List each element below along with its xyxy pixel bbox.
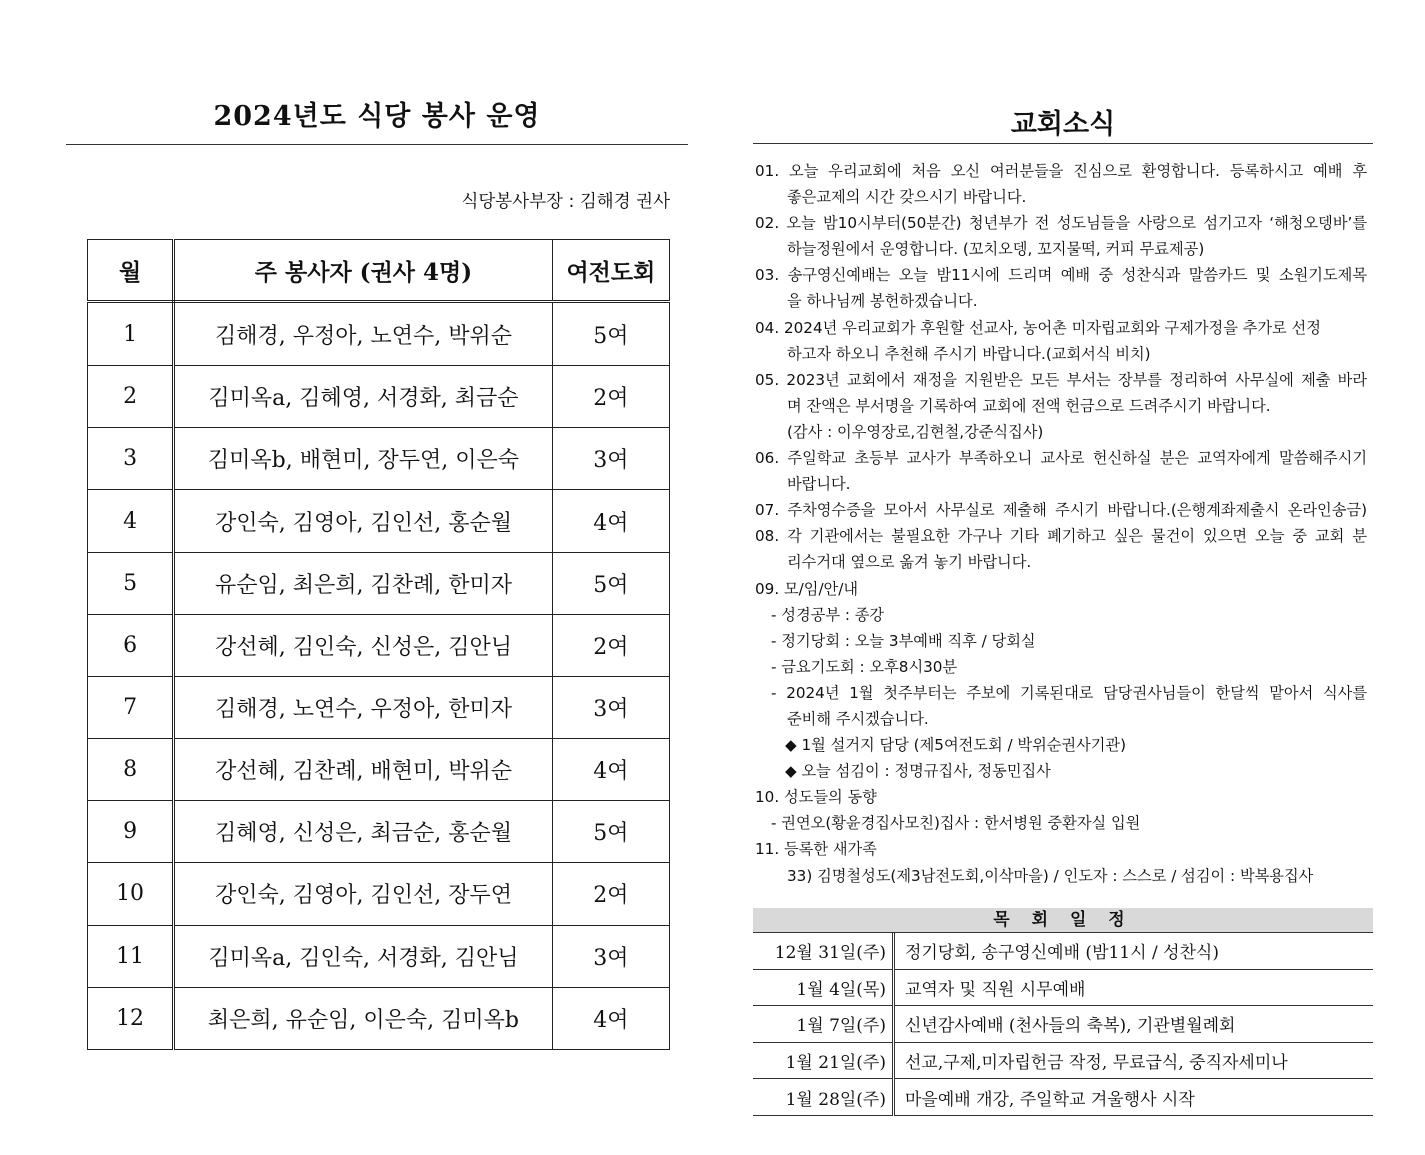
notice-line: 10. 성도들의 동향 [755, 788, 877, 807]
page-title: 2024년도 식당 봉사 운영 [213, 101, 541, 132]
news-title: 교회소식 [1010, 109, 1116, 140]
notice-line: 05. 2023년 교회에서 재정을 지원받은 모든 부서는 장부를 정리하여 사무실에 제출 바라 [755, 370, 1367, 389]
schedule-date: 1월 7일(주) [753, 1006, 894, 1043]
notice-line: 11. 등록한 새가족 [755, 840, 877, 859]
month-cell: 1 [88, 302, 174, 366]
servers-cell: 김혜영, 신성은, 최금순, 홍순월 [174, 801, 553, 863]
notice-line: 09. 모/임/안/내 [755, 579, 859, 598]
table-row [88, 676, 670, 738]
notice-line: 06. 주일학교 초등부 교사가 부족하오니 교사로 헌신하실 분은 교역자에게 말씀해주시기 [755, 449, 1367, 468]
group-cell: 2여 [552, 366, 669, 428]
notice-line: 03. 송구영신예배는 오늘 밤11시에 드리며 예배 중 성찬식과 말씀카드 및 소원기도제목 [755, 266, 1367, 285]
schedule-heading: 목 회 일 정 [753, 908, 1373, 933]
table-row [88, 428, 670, 490]
group-cell: 4여 [552, 987, 669, 1049]
schedule-event: 교역자 및 직원 시무예배 [894, 969, 1374, 1006]
table-row [88, 987, 670, 1049]
header-servers: 주 봉사자 (권사 4명) [174, 240, 553, 302]
month-cell: 5 [88, 552, 174, 614]
month-cell: 7 [88, 676, 174, 738]
servers-cell: 김해경, 우정아, 노연수, 박위순 [174, 302, 553, 366]
notice-line: 바랍니다. [787, 475, 851, 494]
table-row [88, 552, 670, 614]
servers-cell: 강인숙, 김영아, 김인선, 홍순월 [174, 490, 553, 552]
notice-line: - 2024년 1월 첫주부터는 주보에 기록된대로 담당권사님들이 한달씩 맡아서 식사를 [771, 683, 1367, 702]
servers-cell: 김미옥a, 김혜영, 서경화, 최금순 [174, 366, 553, 428]
title-divider [66, 144, 688, 145]
church-news [755, 158, 1367, 889]
notice-line: 04. 2024년 우리교회가 후원할 선교사, 농어촌 미자립교회와 구제가정을 추가로 선정 [755, 318, 1321, 337]
notice-line: 하늘정원에서 운영합니다. (꼬치오뎅, 꼬지물떡, 커피 무료제공) [787, 240, 1205, 259]
month-cell: 4 [88, 490, 174, 552]
schedule-event: 신년감사예배 (천사들의 축복), 기관별월례회 [894, 1006, 1374, 1043]
schedule-date: 1월 4일(목) [753, 969, 894, 1006]
notice-line: - 금요기도회 : 오후8시30분 [771, 657, 958, 676]
month-cell: 2 [88, 366, 174, 428]
header-women-group: 여전도회 [552, 240, 669, 302]
group-cell: 5여 [552, 552, 669, 614]
notice-line: 좋은교제의 시간 갖으시기 바랍니다. [787, 188, 1027, 207]
notice-line: 01. 오늘 우리교회에 처음 오신 여러분들을 진심으로 환영합니다. 등록하시고 예배 후 [755, 162, 1367, 180]
notice-line: ◆ 오늘 섬김이 : 정명규집사, 정동민집사 [785, 762, 1051, 781]
group-cell: 5여 [552, 801, 669, 863]
header-month: 월 [88, 240, 174, 302]
table-row [88, 925, 670, 987]
group-cell: 3여 [552, 428, 669, 490]
notice-line: ◆ 1월 설거지 담당 (제5여전도회 / 박위순권사기관) [785, 736, 1127, 755]
month-cell: 8 [88, 739, 174, 801]
notice-line: 을 하나님께 봉헌하겠습니다. [787, 292, 978, 311]
servers-cell: 강선혜, 김인숙, 신성은, 김안님 [174, 614, 553, 676]
table-row [753, 933, 1373, 970]
schedule-event: 마을예배 개강, 주일학교 겨울행사 시작 [894, 1079, 1374, 1116]
table-row [753, 969, 1373, 1006]
notice-line: 리수거대 옆으로 옮겨 놓기 바랍니다. [787, 553, 1032, 572]
schedule-date: 12월 31일(주) [753, 933, 894, 970]
notice-line: (감사 : 이우영장로,김현철,강준식집사) [787, 422, 1044, 441]
notice-line: 07. 주차영수증을 모아서 사무실로 제출해 주시기 바랍니다.(은행계좌제출시 온라인송금) [755, 501, 1367, 520]
servers-cell: 유순임, 최은희, 김찬례, 한미자 [174, 552, 553, 614]
schedule-event: 선교,구제,미자립헌금 작정, 무료급식, 중직자세미나 [894, 1042, 1374, 1079]
title-divider [753, 143, 1373, 144]
notice-line: 며 잔액은 부서명을 기록하여 교회에 전액 헌금으로 드려주시기 바랍니다. [787, 396, 1271, 415]
notice-line: - 성경공부 : 종강 [771, 605, 885, 624]
servers-cell: 최은희, 유순임, 이은숙, 김미옥b [174, 987, 553, 1049]
notice-line: - 권연오(황윤경집사모친)집사 : 한서병원 중환자실 입원 [771, 814, 1141, 833]
table-row [88, 739, 670, 801]
table-row [753, 1079, 1373, 1116]
schedule-date: 1월 28일(주) [753, 1079, 894, 1116]
table-row [753, 1042, 1373, 1079]
notice-line: 준비해 주시겠습니다. [787, 709, 929, 728]
group-cell: 4여 [552, 739, 669, 801]
table-row [753, 1006, 1373, 1043]
notice-line: 08. 각 기관에서는 불필요한 가구나 기타 폐기하고 싶은 물건이 있으면 오늘 중 교회 분 [755, 527, 1367, 546]
table-row [88, 366, 670, 428]
group-cell: 2여 [552, 614, 669, 676]
group-cell: 2여 [552, 863, 669, 925]
notice-line: 33) 김명철성도(제3남전도회,이삭마을) / 인도자 : 스스로 / 섬김이 : 박복용집사 [787, 866, 1314, 885]
table-row [88, 490, 670, 552]
month-cell: 3 [88, 428, 174, 490]
table-header-row [88, 240, 670, 302]
notice-line: - 정기당회 : 오늘 3부예배 직후 / 당회실 [771, 631, 1036, 650]
month-cell: 10 [88, 863, 174, 925]
servers-cell: 김해경, 노연수, 우정아, 한미자 [174, 676, 553, 738]
servers-cell: 김미옥a, 김인숙, 서경화, 김안님 [174, 925, 553, 987]
month-cell: 11 [88, 925, 174, 987]
group-cell: 4여 [552, 490, 669, 552]
servers-cell: 김미옥b, 배현미, 장두연, 이은숙 [174, 428, 553, 490]
notice-line: 하고자 하오니 추천해 주시기 바랍니다.(교회서식 비치) [787, 344, 1151, 363]
table-row [88, 614, 670, 676]
schedule-event: 정기당회, 송구영신예배 (밤11시 / 성찬식) [894, 933, 1374, 970]
month-cell: 6 [88, 614, 174, 676]
group-cell: 3여 [552, 925, 669, 987]
servers-cell: 강인숙, 김영아, 김인선, 장두연 [174, 863, 553, 925]
cafeteria-manager: 식당봉사부장 : 김해경 권사 [461, 192, 670, 212]
table-row [88, 863, 670, 925]
month-cell: 9 [88, 801, 174, 863]
table-row [88, 801, 670, 863]
notice-line: 02. 오늘 밤10시부터(50분간) 청년부가 전 성도님들을 사랑으로 섬기고자 ‘해청오뎅바’를 [755, 214, 1367, 233]
table-row [88, 302, 670, 366]
group-cell: 3여 [552, 676, 669, 738]
servers-cell: 강선혜, 김찬례, 배현미, 박위순 [174, 739, 553, 801]
schedule-table [753, 932, 1373, 1116]
schedule-date: 1월 21일(주) [753, 1042, 894, 1079]
group-cell: 5여 [552, 302, 669, 366]
duty-table [87, 239, 670, 1050]
month-cell: 12 [88, 987, 174, 1049]
